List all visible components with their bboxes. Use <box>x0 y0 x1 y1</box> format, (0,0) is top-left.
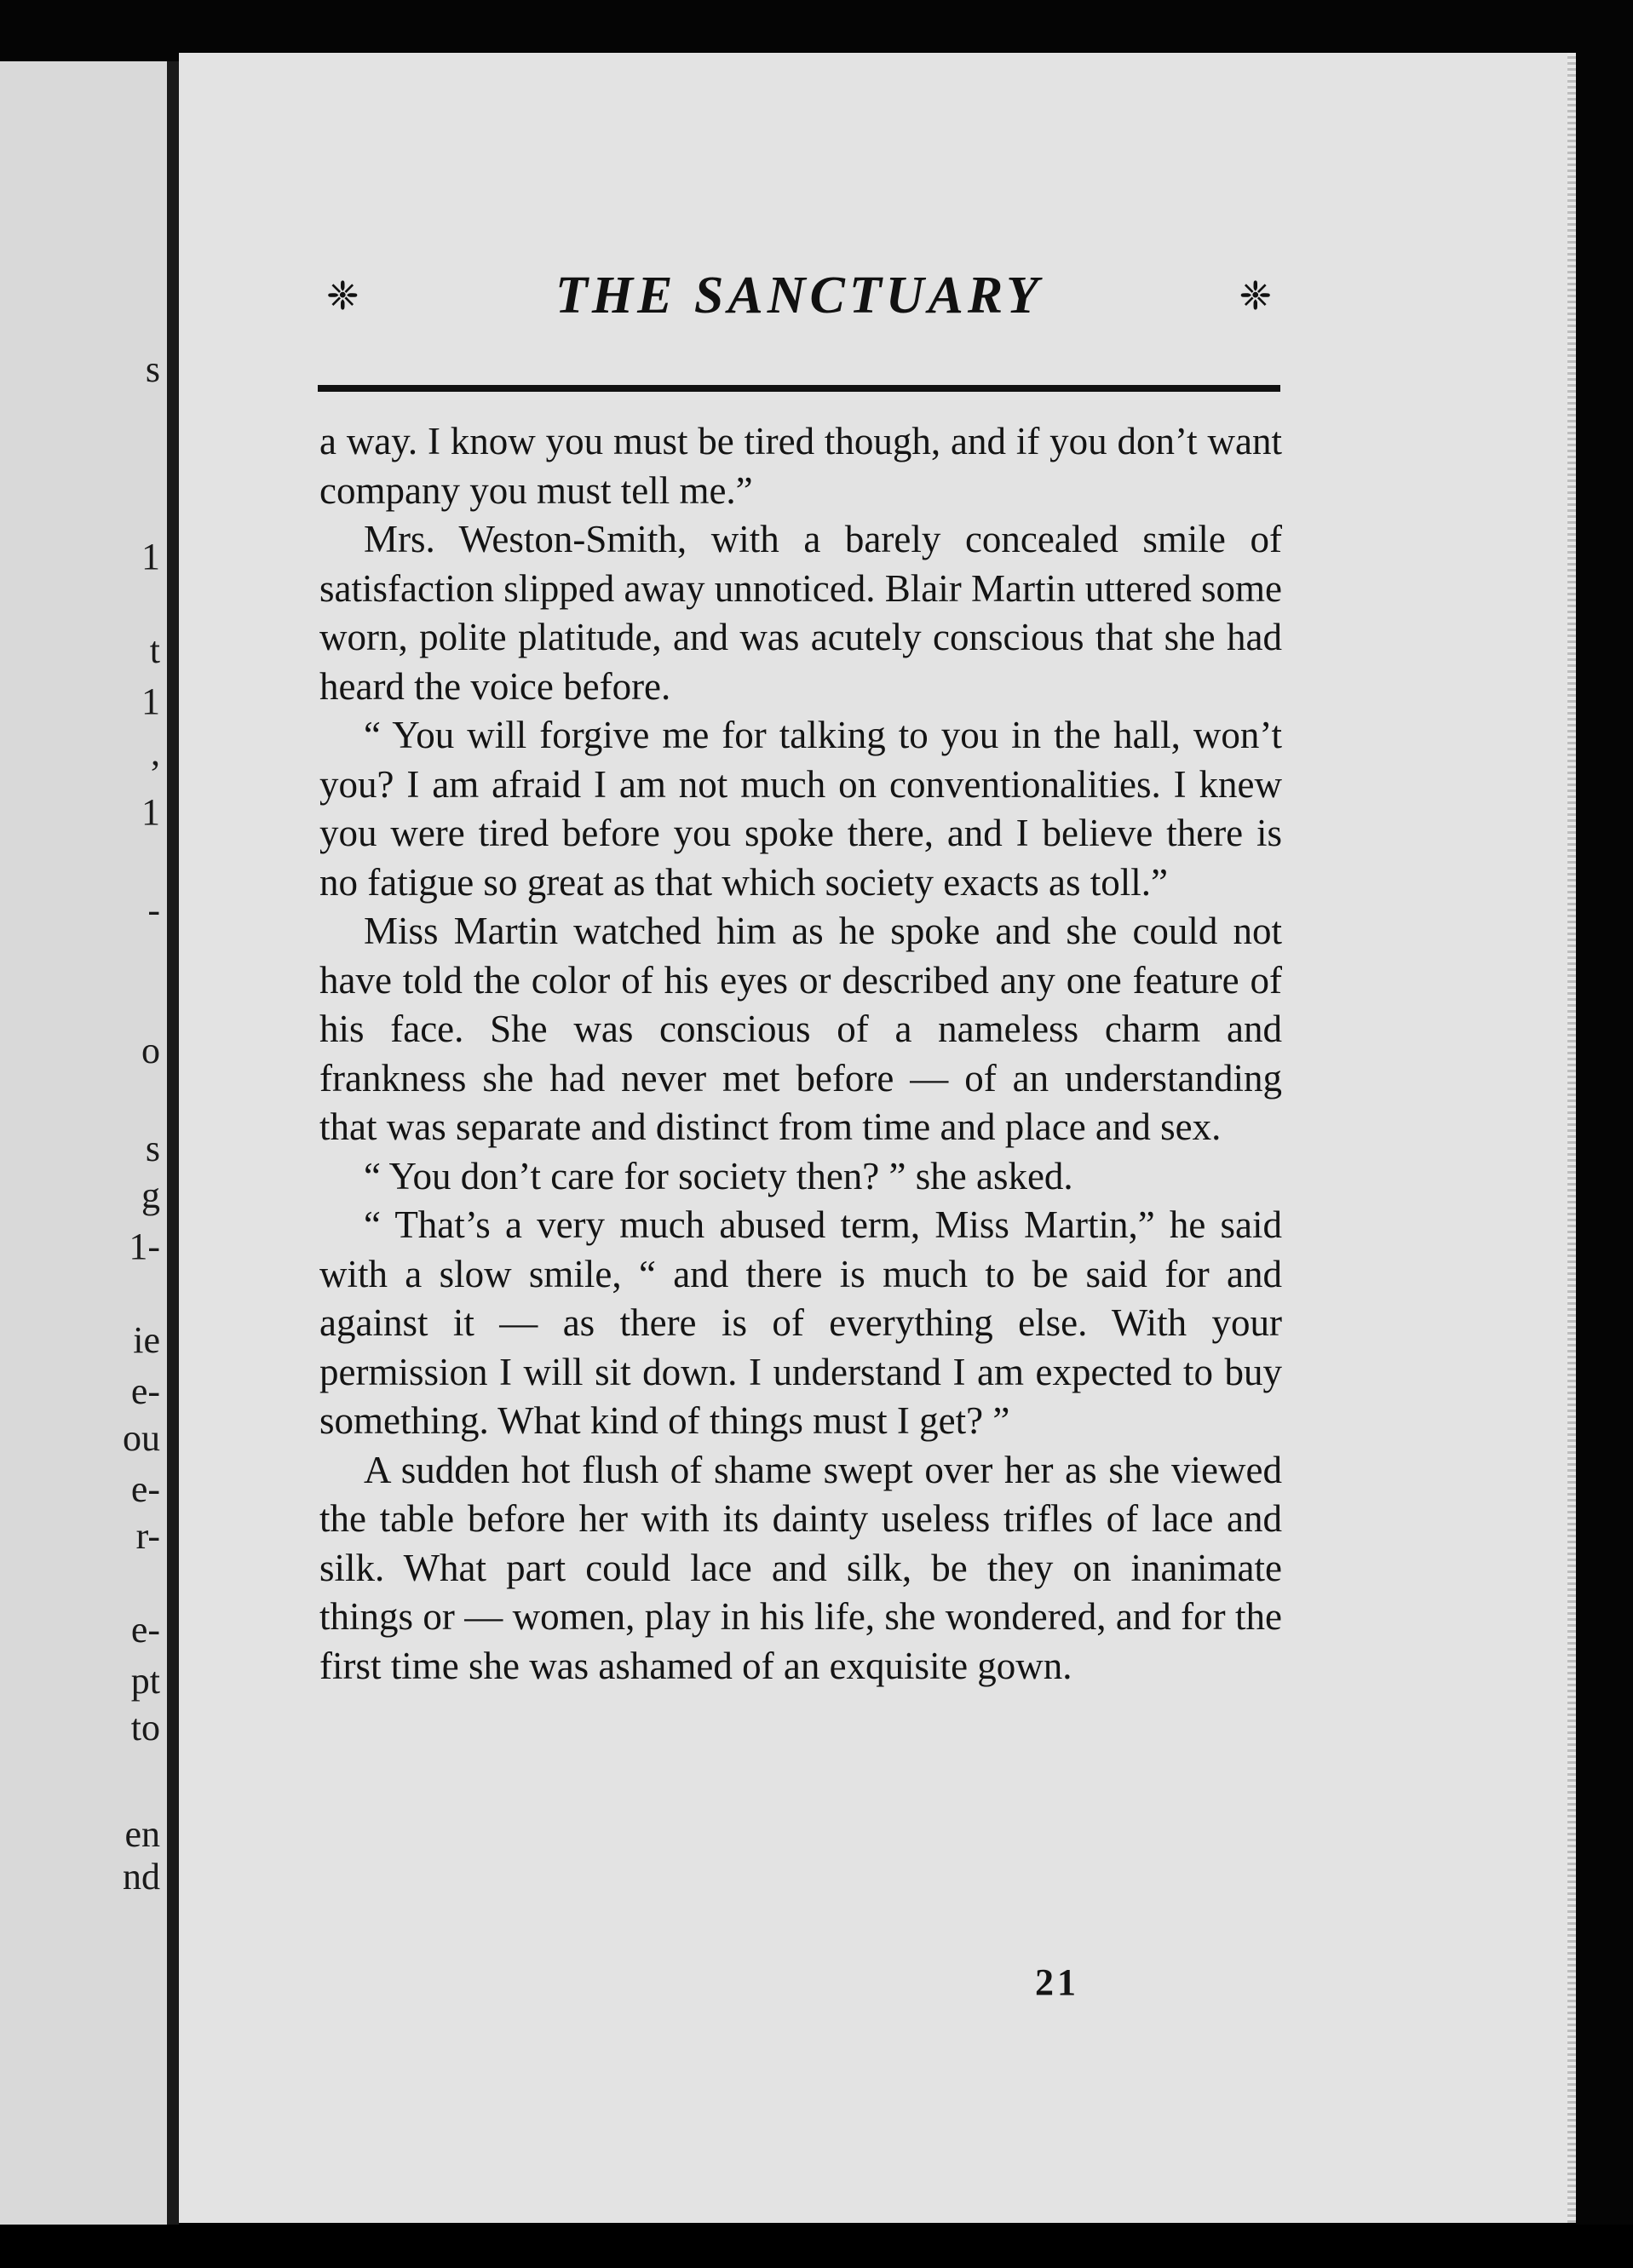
scan-border <box>0 2225 1633 2268</box>
facing-page-fragment: t <box>149 629 160 671</box>
paragraph: Mrs. Weston-Smith, with a barely concealed smile of satisfaction slipped away unnoticed. Blair Martin uttered some worn, polite platitude, and was acutely conscious that she had heard the voice before. <box>319 518 1282 708</box>
facing-page <box>0 61 167 2225</box>
paragraph: “ You don’t care for society then? ” she asked. <box>364 1154 1073 1197</box>
page-number: 21 <box>1035 1961 1079 2003</box>
facing-page-fragment: e- <box>130 1468 160 1510</box>
facing-page-fragment: g <box>141 1174 160 1216</box>
header-rule <box>318 385 1280 392</box>
facing-page-fragment: 1 <box>141 791 160 833</box>
book-gutter <box>167 61 179 2225</box>
paragraph: a way. I know you must be tired though, and if you don’t want company you must tell me.” <box>319 420 1282 512</box>
facing-page-fragment: ou <box>123 1417 160 1459</box>
facing-page-fragment: 1 <box>141 536 160 577</box>
facing-page-fragment: - <box>147 889 160 931</box>
page-title: THE SANCTUARY <box>555 267 1044 324</box>
facing-page-fragment: 1- <box>129 1226 160 1267</box>
running-head <box>318 261 1280 330</box>
facing-page-fragment: 1 <box>141 680 160 722</box>
facing-page-fragment: ie <box>133 1319 160 1361</box>
paragraph: “ That’s a very much abused term, Miss Martin,” he said with a slow smile, “ and there is much to be said for and against it — as there is of everything else. With your permission I will sit down. I understand I am expected to buy something. What kind of things must I get? ” <box>319 1203 1282 1442</box>
ornament-right-icon: ❈ <box>1239 274 1272 318</box>
facing-page-fragment: o <box>141 1030 160 1071</box>
facing-page-fragment: pt <box>130 1660 160 1702</box>
facing-page-fragment: r- <box>135 1515 160 1557</box>
facing-page-fragment: s <box>145 1128 160 1169</box>
ornament-left-icon: ❈ <box>326 274 359 318</box>
page-edge <box>1567 53 1576 2223</box>
facing-page-fragment: e- <box>130 1370 160 1412</box>
facing-page-fragment: nd <box>123 1856 160 1898</box>
facing-page-fragment: to <box>130 1707 160 1748</box>
paragraph: “ You will forgive me for talking to you in the hall, won’t you? I am afraid I am not much on conventionalities. I knew you were tired before you spoke there, and I believe there is no fatigue so great as that which society exacts as toll.” <box>319 714 1282 904</box>
facing-page-fragment: , <box>151 732 160 773</box>
facing-page-fragment: s <box>145 348 160 390</box>
body-text <box>319 417 1282 1691</box>
book-page <box>179 53 1576 2223</box>
facing-page-fragment: en <box>124 1813 160 1855</box>
facing-page-fragment: e- <box>130 1609 160 1651</box>
paragraph: Miss Martin watched him as he spoke and she could not have told the color of his eyes or described any one feature of his face. She was conscious of a nameless charm and frankness she had never met before — of an understanding that was separate and distinct from time and place and sex. <box>319 910 1282 1148</box>
paragraph: A sudden hot flush of shame swept over her as she viewed the table before her with its dainty useless trifles of lace and silk. What part could lace and silk, be they on inanimate things or — women, play in his life, she wondered, and for the first time she was ashamed of an exquisite gown. <box>319 1448 1282 1687</box>
